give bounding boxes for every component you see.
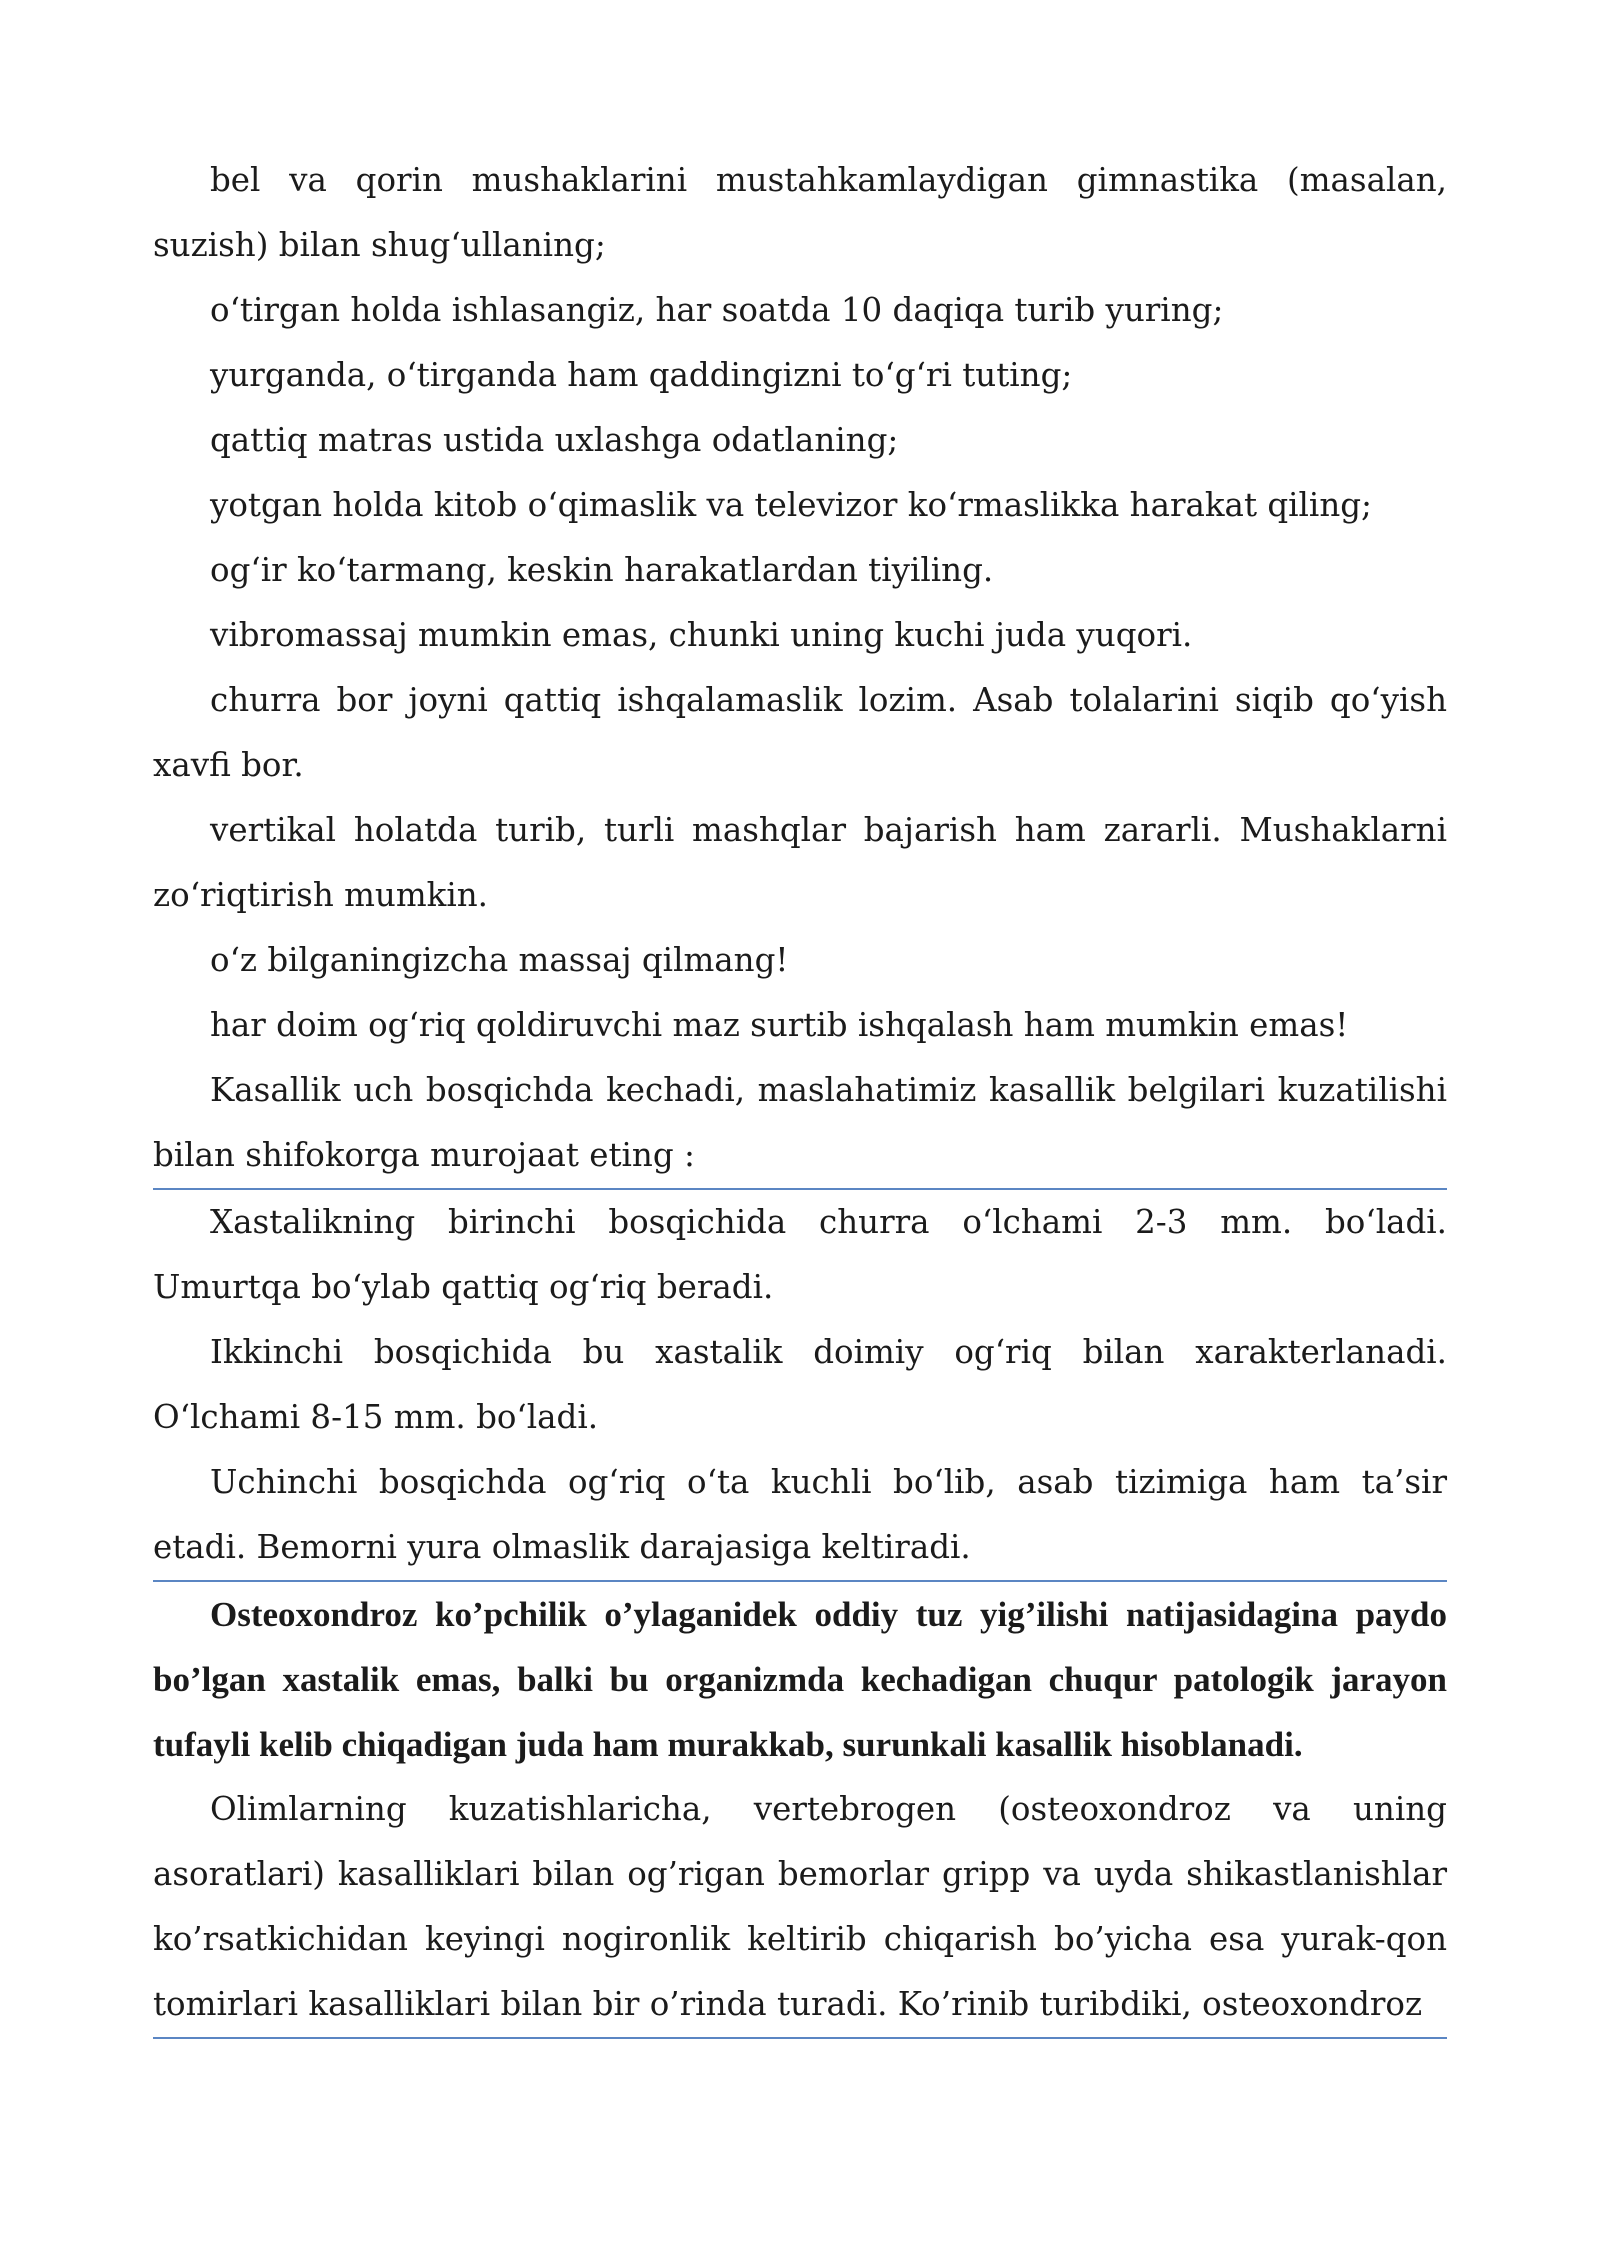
paragraph: Kasallik uch bosqichda kechadi, maslahatimiz kasallik belgilari kuzatilishi bilan shifokorga murojaat eting : <box>153 1071 1447 1174</box>
paragraph: vertikal holatda turib, turli mashqlar bajarish ham zararli. Mushaklarni zo‘riqtirish mumkin. <box>153 811 1447 914</box>
paragraph: bel va qorin mushaklarini mustahkamlaydigan gimnastika (masalan, suzish) bilan shug‘ullaning; <box>153 161 1447 264</box>
paragraph: qattiq matras ustida uxlashga odatlaning; <box>210 421 899 459</box>
section-osteochondrosis <box>153 1582 1447 2037</box>
paragraph: har doim og‘riq qoldiruvchi maz surtib ishqalash ham mumkin emas! <box>210 1006 1349 1044</box>
section-divider <box>153 2037 1447 2039</box>
document-page <box>153 148 1447 2039</box>
paragraph: Olimlarning kuzatishlaricha, vertebrogen (osteoxondroz va uning asoratlari) kasalliklari bilan og’rigan bemorlar gripp va uyda shikastlanishlar ko’rsatkichidan keyingi nogironlik keltirib chiqarish bo’yicha esa yurak-qon tomirlari kasalliklari bilan bir o’rinda turadi. Ko’rinib turibdiki, osteoxondroz <box>153 1790 1447 2023</box>
section-stages <box>153 1190 1447 1580</box>
paragraph: o‘tirgan holda ishlasangiz, har soatda 10 daqiqa turib yuring; <box>210 291 1224 329</box>
paragraph: Xastalikning birinchi bosqichida churra o‘lchami 2-3 mm. bo‘ladi. Umurtqa bo‘ylab qattiq og‘riq beradi. <box>153 1203 1447 1306</box>
paragraph: Ikkinchi bosqichida bu xastalik doimiy og‘riq bilan xarakterlanadi. O‘lchami 8-15 mm. bo‘ladi. <box>153 1333 1447 1436</box>
section-recommendations <box>153 148 1447 1188</box>
bold-paragraph: Osteoxondroz ko’pchilik o’ylaganidek oddiy tuz yig’ilishi natijasidagina paydo bo’lgan xastalik emas, balki bu organizmda kechadigan chuqur patologik jarayon tufayli kelib chiqadigan juda ham murakkab, surunkali kasallik hisoblanadi. <box>153 1595 1447 1764</box>
paragraph: o‘z bilganingizcha massaj qilmang! <box>210 941 789 979</box>
paragraph: yurganda, o‘tirganda ham qaddingizni to‘g‘ri tuting; <box>210 356 1073 394</box>
paragraph: vibromassaj mumkin emas, chunki uning kuchi juda yuqori. <box>210 616 1193 654</box>
paragraph: og‘ir ko‘tarmang, keskin harakatlardan tiyiling. <box>210 551 994 589</box>
paragraph: Uchinchi bosqichda og‘riq o‘ta kuchli bo‘lib, asab tizimiga ham ta’sir etadi. Bemorni yura olmaslik darajasiga keltiradi. <box>153 1463 1447 1566</box>
paragraph: yotgan holda kitob o‘qimaslik va televizor ko‘rmaslikka harakat qiling; <box>210 486 1373 524</box>
paragraph: churra bor joyni qattiq ishqalamaslik lozim. Asab tolalarini siqib qo‘yish xavfi bor. <box>153 681 1447 784</box>
